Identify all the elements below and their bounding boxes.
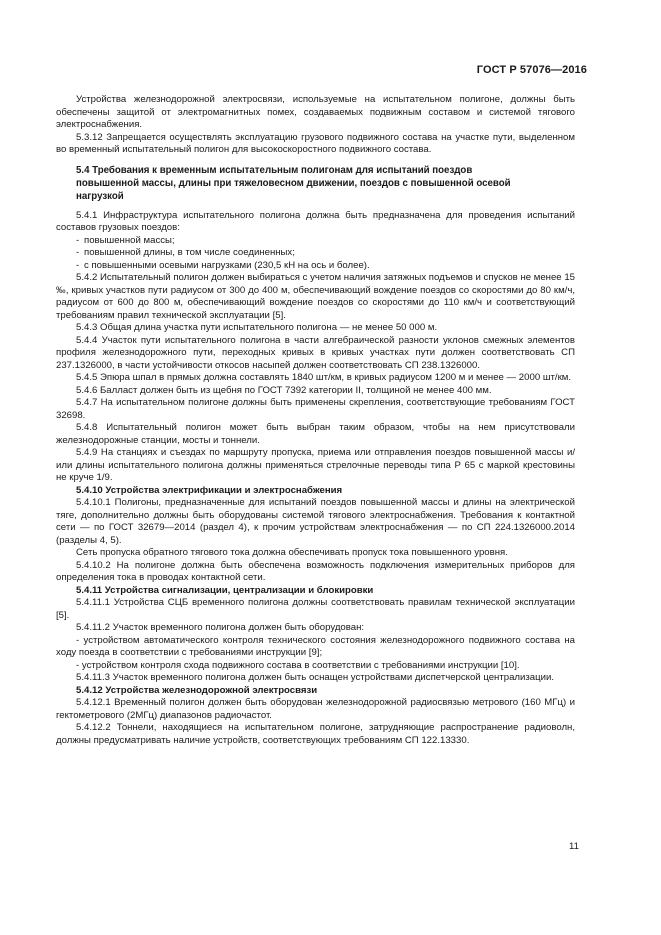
paragraph-5-4-10-1: 5.4.10.1 Полигоны, предназначенные для испытаний поездов повышенной массы и длины на электрической тяге, дополнительно должны быть оборудованы системой тягового электроснабжения. Требования к контактной сети — по ГОСТ 32679—2014 (раздел 4), к прочим устройствам электроснабжения — по СП 224.1326000.2014 (разделы 4, 5).: [56, 497, 575, 546]
paragraph-5-4-8: 5.4.8 Испытательный полигон может быть выбран таким образом, чтобы на нем присутствовали железнодорожные станции, мосты и тоннели.: [56, 422, 575, 446]
paragraph-5-4-1: 5.4.1 Инфраструктура испытательного полигона должна быть предназначена для проведения испытаний составов грузовых поездов:: [56, 209, 575, 233]
paragraph-5-4-5: 5.4.5 Эпюра шпал в прямых должна составлять 1840 шт/км, в кривых радиусом 1200 м и менее — 2000 шт/км.: [76, 372, 572, 383]
paragraph-5-4-10-1-b: Сеть пропуска обратного тягового тока должна обеспечивать пропуск тока повышенного уровня.: [76, 547, 508, 558]
paragraph-5-4-9: 5.4.9 На станциях и съездах по маршруту пропуска, приема или отправления поездов повышенной массы и/или длины испытательного полигона должны применяться стрелочные переводы типа Р 65 с маркой крестовины не круче 1/9.: [56, 447, 575, 483]
subsection-heading-5-4-11: 5.4.11 Устройства сигнализации, централизации и блокировки: [76, 584, 374, 596]
paragraph-5-4-3: 5.4.3 Общая длина участка пути испытательного полигона — не менее 50 000 м.: [76, 322, 438, 333]
subsection-heading-5-4-10: 5.4.10 Устройства электрификации и электроснабжения: [76, 484, 343, 496]
list-item: - устройством контроля схода подвижного состава в соответствии с требованиями инструкции [10].: [76, 659, 520, 671]
list-item-text: повышенной массы;: [84, 234, 175, 246]
list-item-text: повышенной длины, в том числе соединенных;: [84, 247, 295, 258]
list-item-text: устройством контроля схода подвижного состава в соответствии с требованиями инструкции [10].: [81, 659, 520, 671]
subsection-heading-5-4-12: 5.4.12 Устройства железнодорожной электросвязи: [76, 684, 318, 696]
list-item: - устройством автоматического контроля технического состояния железнодорожного подвижного состава на ходу поезда в соответствии с требованиями инструкции [9];: [56, 634, 575, 658]
paragraph-5-4-4: 5.4.4 Участок пути испытательного полигона в части алгебраической разности уклонов смежных элементов профиля железнодорожного пути, переходных кривых в кривых участках пути должен соответствовать СП 237.1326000, в части устойчивости откосов насыпей должен соответствовать СП 238.1326000.: [56, 334, 575, 371]
standard-designation: ГОСТ Р 57076—2016: [476, 64, 587, 76]
paragraph-5-4-6: 5.4.6 Балласт должен быть из щебня по ГОСТ 7392 категории II, толщиной не менее 400 мм.: [76, 384, 492, 396]
paragraph-5-4-10-2: 5.4.10.2 На полигоне должна быть обеспечена возможность подключения измерительных приборов для определения тока в проводах контактной сети.: [56, 559, 575, 583]
paragraph-5-4-12-1: 5.4.12.1 Временный полигон должен быть оборудован железнодорожной радиосвязью метрового (160 МГц) и гектометрового (2МГц) диапазонов радиочастот.: [56, 697, 575, 721]
paragraph-5-4-7: 5.4.7 На испытательном полигоне должны быть применены скрепления, соответствующие требованиям ГОСТ 32698.: [56, 397, 575, 421]
paragraph-5-4-11-3: 5.4.11.3 Участок временного полигона должен быть оснащен устройствами диспетчерской централизации.: [76, 672, 554, 683]
list-item: [56, 235, 575, 248]
paragraph-5-4-11-2: 5.4.11.2 Участок временного полигона должен быть оборудован:: [76, 622, 365, 633]
paragraph-5-4-2: 5.4.2 Испытательный полигон должен выбираться с учетом наличия затяжных подъемов и спусков не менее 15 ‰, кривых участков пути радиусом от 300 до 400 м, обеспечивающий вождение поездов со скоростями до 80 км/ч, радиусом от 600 до 800 м, обеспечивающий вождение поездов со скоростями до 110 км/ч и соответствующий требованиям правил технической эксплуатации [5].: [56, 272, 575, 321]
section-heading-5-4: 5.4 Требования к временным испытательным полигонам для испытаний поездов повышенной массы, длины при тяжеловесном движении, поездов с повышенной осевой нагрузкой: [76, 164, 511, 202]
list-dash: -: [76, 259, 80, 271]
list-item-text: с повышенными осевыми нагрузками (230,5 кН на ось и более).: [84, 259, 370, 271]
list-item-text: устройством автоматического контроля технического состояния железнодорожного подвижного состава на ходу поезда в соответствии с требованиями инструкции [9];: [56, 634, 575, 658]
list-dash: -: [76, 247, 80, 258]
list-item: [56, 260, 575, 273]
paragraph-5-3-12: 5.3.12 Запрещается осуществлять эксплуатацию грузового подвижного состава на участке пути, выделенном во временный испытательный полигон для высокоскоростного подвижного состава.: [56, 131, 575, 155]
paragraph-5-4-11-1: 5.4.11.1 Устройства СЦБ временного полигона должны соответствовать правилам технической эксплуатации [5].: [56, 597, 575, 621]
page-number: 11: [569, 841, 579, 852]
list-dash: -: [76, 234, 80, 246]
list-item: [56, 247, 575, 260]
document-body: [56, 94, 575, 747]
paragraph-5-4-12-2: 5.4.12.2 Тоннели, находящиеся на испытательном полигоне, затрудняющие распространение радиоволн, должны предусматривать наличие устройств, соответствующих требованиям СП 122.13330.: [56, 722, 575, 746]
paragraph: Устройства железнодорожной электросвязи, используемые на испытательном полигоне, должны быть обеспечены защитой от электромагнитных помех, создаваемых подвижным составом и системой тягового электроснабжения.: [56, 94, 575, 130]
